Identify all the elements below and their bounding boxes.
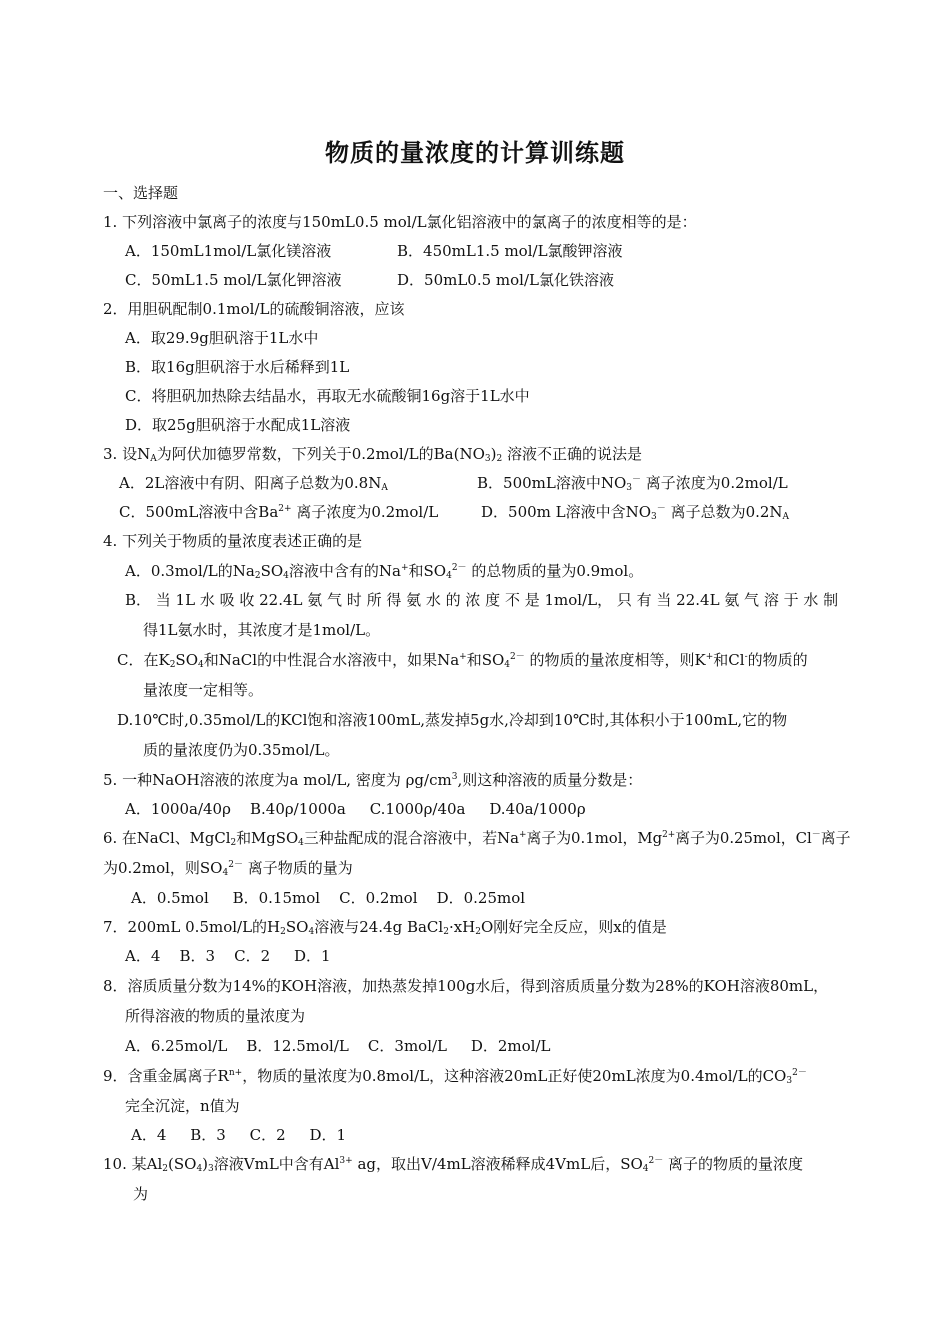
q9-stem-line2: 完全沉淀，n值为 [125, 1097, 240, 1115]
q8-options: A．6.25mol/L B．12.5mol/L C．3mol/L D．2mol/L [125, 1037, 551, 1055]
q3-option-c: C．500mL溶液中含$Ba^{2+}$ 离子浓度为0.2mol/L [119, 503, 439, 521]
q2-option-c: C．将胆矾加热除去结晶水，再取无水硫酸铜16g溶于1L水中 [125, 387, 530, 405]
q1-option-a: A．150mL1mol/L氯化镁溶液 [125, 242, 332, 260]
q10-stem-line1: 10. 某$Al_2(SO_4)_3$溶液VmL中含有$Al^{3+}$ ag，取出V/4mL溶液稀释成4VmL后，$SO_4^{2-}$ 离子的物质的量浓度 [103, 1155, 804, 1174]
q4-option-c-line1: C．在$K_2SO_4$和NaCl的中性混合水溶液中，如果Na+和$SO_4^{2-}$ 的物质的量浓度相等，则K+和Cl-的物质的 [117, 651, 808, 670]
q3-stem: 3. 设$N_A$为阿伏加德罗常数，下列关于0.2mol/L的$Ba(NO_3)_2$ 溶液不正确的说法是 [103, 445, 642, 464]
q3-option-d: D．500m L溶液中含$NO_3^-$ 离子总数为$0.2N_A$ [481, 503, 790, 522]
q3-option-b: B．500mL溶液中$NO_3^-$ 离子浓度为0.2mol/L [477, 474, 788, 493]
q1-stem: 1. 下列溶液中氯离子的浓度与150mL0.5 mol/L氯化铝溶液中的氯离子的浓度相等的是： [103, 213, 697, 231]
q9-options: A．4 B．3 C．2 D．1 [131, 1126, 347, 1144]
q8-stem-line1: 8．溶质质量分数为14%的KOH溶液，加热蒸发掉100g水后，得到溶质质量分数为28%的KOH溶液80mL， [103, 977, 829, 995]
q7-stem: 7．200mL 0.5mol/L的$H_2SO_4$溶液与24.4g $BaCl_2\cdot xH_2O$刚好完全反应，则x的值是 [103, 918, 667, 937]
q10-stem-line2: 为 [133, 1185, 149, 1203]
q2-stem: 2．用胆矾配制0.1mol/L的硫酸铜溶液，应该 [103, 300, 405, 318]
q2-option-d: D．取25g胆矾溶于水配成1L溶液 [125, 416, 351, 434]
q1-option-b: B．450mL1.5 mol/L氯酸钾溶液 [397, 242, 623, 260]
q4-option-d-line2: 质的量浓度仍为0.35mol/L。 [143, 741, 340, 759]
q4-option-b-line2: 得1L氨水时，其浓度才是1mol/L。 [143, 621, 381, 639]
q3-option-a: A．2L溶液中有阴、阳离子总数为$0.8N_A$ [119, 474, 388, 493]
q8-stem-line2: 所得溶液的物质的量浓度为 [125, 1007, 306, 1025]
q4-option-d-line1: D.10℃时,0.35mol/L的KCl饱和溶液100mL,蒸发掉5g水,冷却到10℃时,其体积小于100mL,它的物 [117, 711, 788, 729]
q4-option-b-line1: B． 当 1L 水 吸 收 22.4L 氨 气 时 所 得 氨 水 的 浓 度 不 是 1mol/L， 只 有 当 22.4L 氨 气 溶 于 水 制 [125, 591, 839, 609]
q6-options: A．0.5mol B．0.15mol C．0.2mol D．0.25mol [131, 889, 526, 907]
q2-option-b: B．取16g胆矾溶于水后稀释到1L [125, 358, 350, 376]
page-title: 物质的量浓度的计算训练题 [325, 139, 625, 167]
q4-stem: 4. 下列关于物质的量浓度表述正确的是 [103, 532, 363, 550]
q7-options: A．4 B．3 C．2 D．1 [125, 947, 331, 965]
section-heading: 一、选择题 [103, 184, 179, 202]
q9-stem-line1: 9．含重金属离子$R^{n+}$，物质的量浓度为0.8mol/L，这种溶液20mL正好使20mL浓度为0.4mol/L的$CO_3^{2-}$ [103, 1067, 807, 1086]
q6-stem-line2: 为0.2mol，则$SO_4^{2-}$ 离子物质的量为 [103, 859, 353, 878]
q5-stem: 5. 一种NaOH溶液的浓度为a mol/L, 密度为 $\rho g/cm^3$,则这种溶液的质量分数是： [103, 771, 643, 789]
q5-options: A．1000a/40ρ B.40ρ/1000a C.1000ρ/40a D.40a/1000ρ [125, 800, 586, 818]
q1-option-d: D．50mL0.5 mol/L氯化铁溶液 [397, 271, 614, 289]
q1-option-c: C．50mL1.5 mol/L氯化钾溶液 [125, 271, 342, 289]
q4-option-a: A．0.3mol/L的$Na_2SO_4$溶液中含有的Na+和$SO_4^{2-}$ 的总物质的量为0.9mol。 [125, 562, 644, 581]
q2-option-a: A．取29.9g胆矾溶于1L水中 [125, 329, 319, 347]
q6-stem-line1: 6. 在NaCl、MgCl$_2$和MgSO$_4$三种盐配成的混合溶液中，若Na+离子为0.1mol，$Mg^{2+}$离子为0.25mol，Cl－离子 [103, 829, 851, 848]
q4-option-c-line2: 量浓度一定相等。 [143, 681, 264, 699]
